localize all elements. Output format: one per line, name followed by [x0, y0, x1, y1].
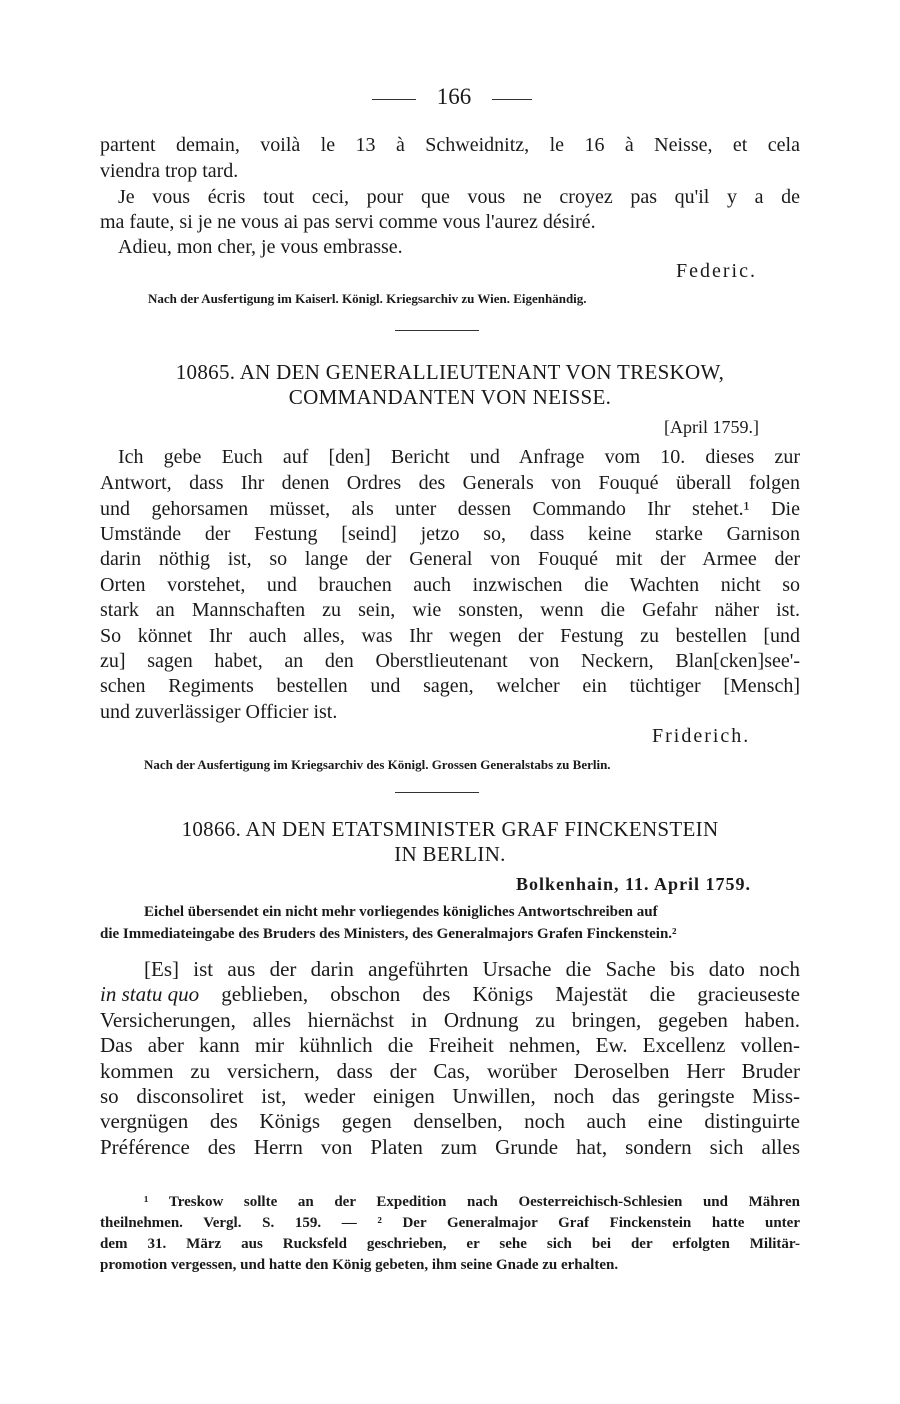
- letter-date: [April 1759.]: [664, 417, 759, 437]
- signature: Friderich.: [652, 725, 751, 747]
- text-line: zu] sagen habet, an den Oberstlieutenant von Neckern, Blan[cken]see'-: [100, 650, 800, 672]
- text-line: partent demain, voilà le 13 à Schweidnitz, le 16 à Neisse, et cela: [100, 134, 800, 156]
- text-line: darin nöthig ist, so lange der General von Fouqué mit der Armee der: [100, 548, 800, 570]
- text-line: Préférence des Herrn von Platen zum Grunde hat, sondern sich alles: [100, 1135, 800, 1159]
- text-line: [100, 981, 800, 1007]
- text-line: Adieu, mon cher, je vous embrasse.: [118, 236, 403, 258]
- text-line: [Es] ist aus der darin angeführten Ursache die Sache bis dato noch: [144, 957, 800, 981]
- letter-dateline: Bolkenhain, 11. April 1759.: [516, 874, 752, 894]
- text-line: kommen zu versichern, dass der Cas, worüber Deroselben Herr Bruder: [100, 1059, 800, 1083]
- text-line: so disconsoliret ist, weder einigen Unwillen, noch das geringste Miss-: [100, 1084, 800, 1108]
- text-line: und gehorsamen müsset, als unter dessen Commando Ihr stehet.¹ Die: [100, 498, 800, 520]
- source-note: Nach der Ausfertigung im Kriegsarchiv des Königl. Grossen Generalstabs zu Berlin.: [144, 757, 611, 772]
- footnote-line: ¹ Treskow sollte an der Expedition nach Oesterreichisch-Schlesien und Mähren: [144, 1194, 800, 1210]
- text-line: und zuverlässiger Officier ist.: [100, 701, 338, 723]
- text-line: Antwort, dass Ihr denen Ordres des Generals von Fouqué überall folgen: [100, 472, 800, 494]
- text-line: Umstände der Festung [seind] jetzo so, dass keine starke Garnison: [100, 523, 800, 545]
- text-line: vergnügen des Königs gegen denselben, noch auch eine distinguirte: [100, 1109, 800, 1133]
- signature: Federic.: [676, 260, 757, 282]
- section-separator: [395, 330, 479, 331]
- latin-phrase: in statu quo: [100, 982, 200, 1006]
- footnote-line: theilnehmen. Vergl. S. 159. — ² Der Generalmajor Graf Finckenstein hatte unter: [100, 1215, 800, 1231]
- text-line-rest: geblieben, obschon des Königs Majestät die gracieuseste: [199, 982, 800, 1006]
- page-header: [0, 84, 900, 114]
- text-line: stark an Mannschaften zu sein, wie sonsten, wenn die Gefahr näher ist.: [100, 599, 800, 621]
- letter-heading: IN BERLIN.: [394, 842, 506, 866]
- text-line: So könnet Ihr auch alles, was Ihr wegen der Festung zu bestellen [und: [100, 625, 800, 647]
- source-note: Nach der Ausfertigung im Kaiserl. Königl. Kriegsarchiv zu Wien. Eigenhändig.: [148, 291, 587, 306]
- header-rule-right: [492, 99, 532, 100]
- text-line: schen Regiments bestellen und sagen, welcher ein tüchtiger [Mensch]: [100, 675, 800, 697]
- editorial-summary: die Immediateingabe des Bruders des Ministers, des Generalmajors Grafen Finckenstein.²: [100, 926, 677, 942]
- section-separator: [395, 792, 479, 793]
- text-line: Das aber kann mir kühnlich die Freiheit nehmen, Ew. Excellenz vollen-: [100, 1033, 800, 1057]
- letter-heading: 10866. AN DEN ETATSMINISTER GRAF FINCKENSTEIN: [181, 817, 719, 841]
- footnote-line: dem 31. März aus Rucksfeld geschrieben, er sehe sich bei der erfolgten Militär-: [100, 1236, 800, 1252]
- text-line: Versicherungen, alles hiernächst in Ordnung zu bringen, gegeben haben.: [100, 1008, 800, 1032]
- text-line: Orten vorstehet, und brauchen auch inzwischen die Wachten nicht so: [100, 574, 800, 596]
- editorial-summary: Eichel übersendet ein nicht mehr vorliegendes königliches Antwortschreiben auf: [144, 904, 658, 920]
- page-number: 166: [436, 84, 472, 109]
- header-rule-left: [372, 99, 416, 100]
- text-line: Ich gebe Euch auf [den] Bericht und Anfrage vom 10. dieses zur: [118, 446, 800, 468]
- text-line: viendra trop tard.: [100, 160, 239, 182]
- text-line: ma faute, si je ne vous ai pas servi comme vous l'aurez désiré.: [100, 211, 596, 233]
- footnote-line: promotion vergessen, und hatte den König gebeten, ihm seine Gnade zu erhalten.: [100, 1257, 619, 1273]
- letter-heading: COMMANDANTEN VON NEISSE.: [288, 385, 612, 409]
- letter-heading: 10865. AN DEN GENERALLIEUTENANT VON TRESKOW,: [175, 360, 725, 384]
- text-line: Je vous écris tout ceci, pour que vous ne croyez pas qu'il y a de: [118, 186, 800, 208]
